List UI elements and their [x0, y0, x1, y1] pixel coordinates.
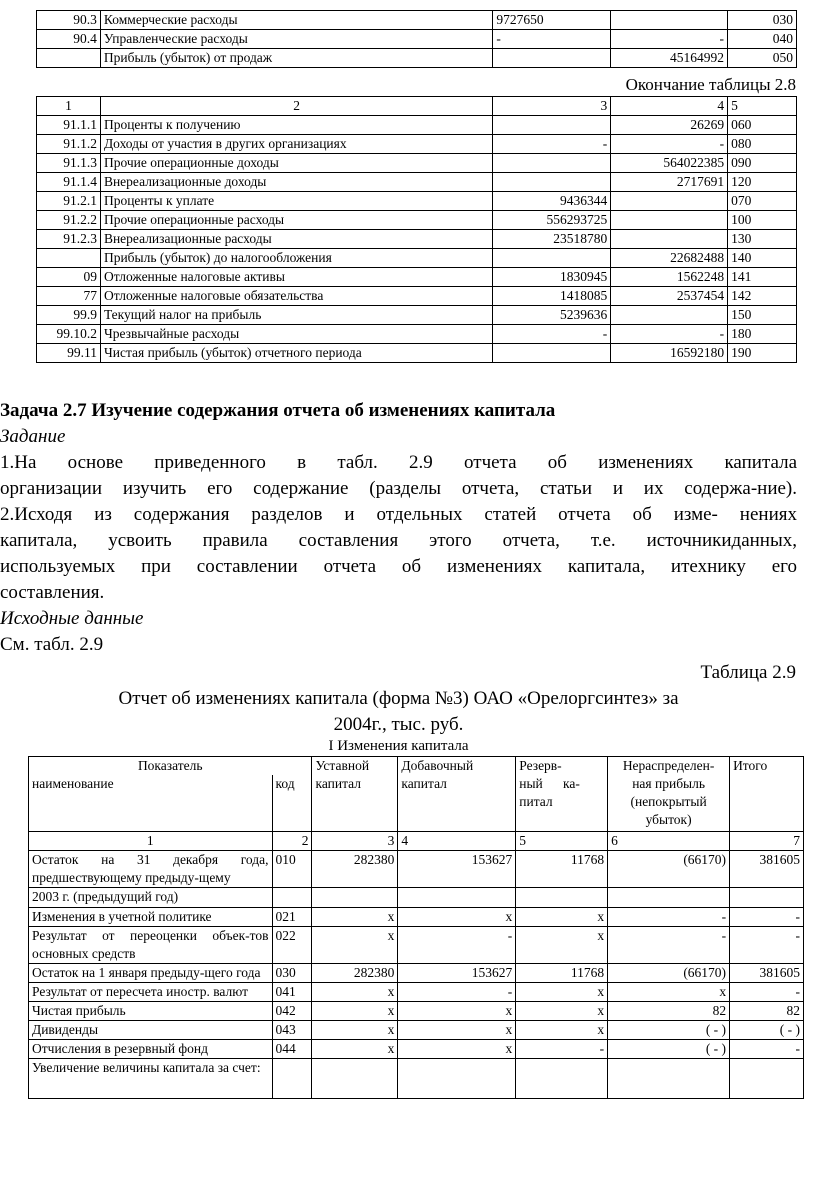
col-number-4: 4 [611, 97, 728, 116]
table-row [37, 135, 797, 154]
charter-capital-value: 282380 [312, 963, 398, 982]
task-line-1: 1.На основе приведенного в табл. 2.9 отчета об изменениях капитала [0, 452, 797, 473]
reserve-capital-value: х [516, 1001, 608, 1020]
line-code: 190 [728, 344, 797, 363]
table-continuation-caption: Окончание таблицы 2.8 [625, 75, 796, 94]
line-code: 141 [728, 268, 797, 287]
line-code: 120 [728, 173, 797, 192]
row-name: Внереализационные расходы [100, 230, 492, 249]
debit-value: - [493, 325, 611, 344]
additional-capital-value: х [398, 1020, 516, 1039]
table-row [37, 30, 797, 49]
row-name: Чистая прибыль [29, 1001, 273, 1020]
table-2-9-label: Таблица 2.9 [700, 662, 796, 683]
row-name: Результат от переоценки объек-тов основных средств [29, 926, 273, 963]
account-code: 99.9 [37, 306, 101, 325]
additional-capital-value: 153627 [398, 850, 516, 887]
total-value [730, 1058, 804, 1098]
retained-earnings-value [608, 1058, 730, 1098]
row-name: Результат от пересчета иностр. валют [29, 982, 273, 1001]
debit-value [493, 249, 611, 268]
reserve-capital-value: 11768 [516, 963, 608, 982]
source-data-text: См. табл. 2.9 [0, 634, 104, 655]
row-name: Текущий налог на прибыль [100, 306, 492, 325]
table-row [37, 249, 797, 268]
reserve-header-line-1: Резерв- [519, 758, 562, 773]
line-code: 030 [728, 11, 797, 30]
retained-earnings-value: ( - ) [608, 1039, 730, 1058]
table-2-9-section-title: I Изменения капитала [328, 738, 469, 754]
account-code [37, 49, 101, 68]
charter-capital-value: 282380 [312, 850, 398, 887]
row-name: Прибыль (убыток) до налогообложения [100, 249, 492, 268]
charter-capital-value: х [312, 982, 398, 1001]
debit-value: 1418085 [493, 287, 611, 306]
row-name: Дивиденды [29, 1020, 273, 1039]
reserve-capital-value: х [516, 1020, 608, 1039]
row-name: Проценты к уплате [100, 192, 492, 211]
task-line-2: организации изучить его содержание (разделы отчета, статьи и их содержа-ние). [0, 478, 797, 499]
table-row [37, 306, 797, 325]
debit-value [493, 344, 611, 363]
additional-capital-value [398, 887, 516, 907]
total-value: - [730, 907, 804, 926]
row-name: Коммерческие расходы [100, 11, 492, 30]
credit-value: 16592180 [611, 344, 728, 363]
retained-earnings-value: - [608, 907, 730, 926]
total-value: - [730, 1039, 804, 1058]
debit-value: 9436344 [493, 192, 611, 211]
debit-value: 9727650 [493, 11, 611, 30]
additional-capital-value: - [398, 926, 516, 963]
row-name: Управленческие расходы [100, 30, 492, 49]
debit-value: 5239636 [493, 306, 611, 325]
charter-capital-value: х [312, 907, 398, 926]
row-code [272, 1058, 312, 1098]
retained-header-line-2: ная прибыль [632, 776, 706, 791]
additional-capital-value: х [398, 907, 516, 926]
table-row [29, 1039, 804, 1058]
line-code: 140 [728, 249, 797, 268]
table-row [29, 887, 804, 907]
credit-value: - [611, 30, 728, 49]
table-row [29, 850, 804, 887]
table-header-row [37, 97, 797, 116]
row-name: Отложенные налоговые обязательства [100, 287, 492, 306]
account-code: 91.2.1 [37, 192, 101, 211]
account-code: 91.2.3 [37, 230, 101, 249]
task-line-4: капитала, усвоить правила составления этого отчета, т.е. источникиданных, [0, 530, 797, 551]
total-value: 381605 [730, 850, 804, 887]
additional-capital-value: х [398, 1039, 516, 1058]
table-row [37, 49, 797, 68]
credit-value [611, 211, 728, 230]
row-code [272, 887, 312, 907]
total-value: 381605 [730, 963, 804, 982]
col-number-5: 5 [516, 831, 608, 850]
charter-capital-value: х [312, 926, 398, 963]
row-name: Прочие операционные доходы [100, 154, 492, 173]
reserve-capital-value: 11768 [516, 850, 608, 887]
table-2-8-top [36, 10, 797, 68]
line-code: 142 [728, 287, 797, 306]
table-2-9-header-row-1 [29, 757, 804, 776]
line-code: 130 [728, 230, 797, 249]
credit-value: 1562248 [611, 268, 728, 287]
table-row [37, 211, 797, 230]
debit-value: - [493, 135, 611, 154]
charter-capital-value [312, 887, 398, 907]
task-line-5: используемых при составлении отчета об изменениях капитала, итехнику его [0, 556, 797, 577]
line-code: 040 [728, 30, 797, 49]
col-number-6: 6 [608, 831, 730, 850]
total-value: ( - ) [730, 1020, 804, 1039]
retained-earnings-value: х [608, 982, 730, 1001]
row-name: Отчисления в резервный фонд [29, 1039, 273, 1058]
account-code: 91.1.3 [37, 154, 101, 173]
total-value: - [730, 982, 804, 1001]
credit-value [611, 306, 728, 325]
row-name: Изменения в учетной политике [29, 907, 273, 926]
credit-value: 2537454 [611, 287, 728, 306]
row-name: Чрезвычайные расходы [100, 325, 492, 344]
credit-value [611, 192, 728, 211]
row-name: Чистая прибыль (убыток) отчетного периода [100, 344, 492, 363]
debit-value [493, 49, 611, 68]
col-number-2: 2 [100, 97, 492, 116]
row-code: 021 [272, 907, 312, 926]
line-code: 070 [728, 192, 797, 211]
account-code: 91.1.4 [37, 173, 101, 192]
row-name: Прибыль (убыток) от продаж [100, 49, 492, 68]
charter-capital-value [312, 1058, 398, 1098]
additional-capital-value [398, 1058, 516, 1098]
credit-value: 2717691 [611, 173, 728, 192]
retained-earnings-value: (66170) [608, 963, 730, 982]
charter-capital-value: х [312, 1039, 398, 1058]
row-name: Увеличение величины капитала за счет: [29, 1058, 273, 1098]
credit-value [611, 230, 728, 249]
assignment-label: Задание [0, 426, 66, 447]
line-code: 080 [728, 135, 797, 154]
col-number-1: 1 [29, 831, 273, 850]
account-code: 90.4 [37, 30, 101, 49]
credit-value: 22682488 [611, 249, 728, 268]
charter-capital-value: х [312, 1001, 398, 1020]
retained-earnings-value: (66170) [608, 850, 730, 887]
additional-capital-value: х [398, 1001, 516, 1020]
row-code: 042 [272, 1001, 312, 1020]
account-code [37, 249, 101, 268]
table-row [37, 116, 797, 135]
table-row [37, 154, 797, 173]
task-line-3: 2.Исходя из содержания разделов и отдельных статей отчета об изме- нениях [0, 504, 797, 525]
debit-value: 1830945 [493, 268, 611, 287]
col-number-4: 4 [398, 831, 516, 850]
account-code: 90.3 [37, 11, 101, 30]
credit-value: 26269 [611, 116, 728, 135]
account-code: 91.2.2 [37, 211, 101, 230]
col-number-3: 3 [312, 831, 398, 850]
reserve-capital-value: - [516, 1039, 608, 1058]
table-row [37, 11, 797, 30]
indicator-header: Показатель [29, 757, 312, 776]
additional-capital-header: Добавочный капитал [398, 757, 516, 832]
row-name: Отложенные налоговые активы [100, 268, 492, 287]
row-name: Остаток на 31 декабря года, предшествующему предыду-щему [29, 850, 273, 887]
account-code: 91.1.2 [37, 135, 101, 154]
total-header: Итого [730, 757, 804, 832]
credit-value: 564022385 [611, 154, 728, 173]
retained-header-line-3: (непокрытый [630, 794, 707, 809]
row-name: Доходы от участия в других организациях [100, 135, 492, 154]
retained-earnings-value [608, 887, 730, 907]
total-value: - [730, 926, 804, 963]
table-row [29, 907, 804, 926]
total-value: 82 [730, 1001, 804, 1020]
table-2-9-number-row [29, 831, 804, 850]
name-header: наименование [29, 775, 273, 831]
table-row [37, 173, 797, 192]
line-code: 050 [728, 49, 797, 68]
reserve-header-line-3: питал [519, 794, 553, 809]
account-code: 91.1.1 [37, 116, 101, 135]
row-name: Остаток на 1 января предыду-щего года [29, 963, 273, 982]
row-code: 043 [272, 1020, 312, 1039]
debit-value: 23518780 [493, 230, 611, 249]
table-row [37, 287, 797, 306]
retained-earnings-header [608, 757, 730, 832]
debit-value [493, 173, 611, 192]
row-code: 022 [272, 926, 312, 963]
reserve-capital-value: х [516, 907, 608, 926]
charter-capital-value: х [312, 1020, 398, 1039]
col-number-2: 2 [272, 831, 312, 850]
row-name: Прочие операционные расходы [100, 211, 492, 230]
table-row [37, 268, 797, 287]
table-2-8 [36, 96, 797, 363]
retained-earnings-value: - [608, 926, 730, 963]
table-row [29, 1058, 804, 1098]
table-row [29, 1020, 804, 1039]
reserve-capital-value: х [516, 926, 608, 963]
account-code: 77 [37, 287, 101, 306]
credit-value: - [611, 325, 728, 344]
table-row [29, 1001, 804, 1020]
reserve-capital-value [516, 1058, 608, 1098]
task-title: Задача 2.7 Изучение содержания отчета об изменениях капитала [0, 400, 556, 421]
table-row [29, 926, 804, 963]
row-code: 041 [272, 982, 312, 1001]
line-code: 090 [728, 154, 797, 173]
reserve-header-line-2: ный ка- [519, 776, 580, 791]
table-row [29, 982, 804, 1001]
col-number-5: 5 [728, 97, 797, 116]
debit-value [493, 154, 611, 173]
charter-capital-header: Уставной капитал [312, 757, 398, 832]
additional-capital-value: 153627 [398, 963, 516, 982]
col-number-1: 1 [37, 97, 101, 116]
account-code: 99.11 [37, 344, 101, 363]
total-value [730, 887, 804, 907]
credit-value: 45164992 [611, 49, 728, 68]
code-header: код [272, 775, 312, 831]
debit-value: 556293725 [493, 211, 611, 230]
line-code: 100 [728, 211, 797, 230]
retained-header-line-4: убыток) [645, 812, 692, 827]
account-code: 09 [37, 268, 101, 287]
reserve-capital-value [516, 887, 608, 907]
reserve-capital-value: х [516, 982, 608, 1001]
line-code: 150 [728, 306, 797, 325]
table-2-9-title-line-2: 2004г., тыс. руб. [333, 714, 464, 735]
credit-value [611, 11, 728, 30]
row-name: 2003 г. (предыдущий год) [29, 887, 273, 907]
row-code: 044 [272, 1039, 312, 1058]
col-number-3: 3 [493, 97, 611, 116]
row-name: Проценты к получению [100, 116, 492, 135]
credit-value: - [611, 135, 728, 154]
line-code: 180 [728, 325, 797, 344]
table-row [37, 344, 797, 363]
table-2-9 [28, 756, 804, 1099]
table-row [29, 963, 804, 982]
line-code: 060 [728, 116, 797, 135]
row-code: 010 [272, 850, 312, 887]
retained-earnings-value: ( - ) [608, 1020, 730, 1039]
row-code: 030 [272, 963, 312, 982]
reserve-capital-header [516, 757, 608, 832]
debit-value [493, 116, 611, 135]
debit-value: - [493, 30, 611, 49]
row-name: Внереализационные доходы [100, 173, 492, 192]
col-number-7: 7 [730, 831, 804, 850]
retained-earnings-value: 82 [608, 1001, 730, 1020]
table-row [37, 192, 797, 211]
source-data-label: Исходные данные [0, 608, 144, 629]
retained-header-line-1: Нераспределен- [622, 758, 715, 773]
account-code: 99.10.2 [37, 325, 101, 344]
task-line-6: составления. [0, 582, 105, 603]
table-row [37, 230, 797, 249]
table-row [37, 325, 797, 344]
table-2-9-title-line-1: Отчет об изменениях капитала (форма №3) ОАО «Орелоргсинтез» за [118, 688, 679, 709]
additional-capital-value: - [398, 982, 516, 1001]
